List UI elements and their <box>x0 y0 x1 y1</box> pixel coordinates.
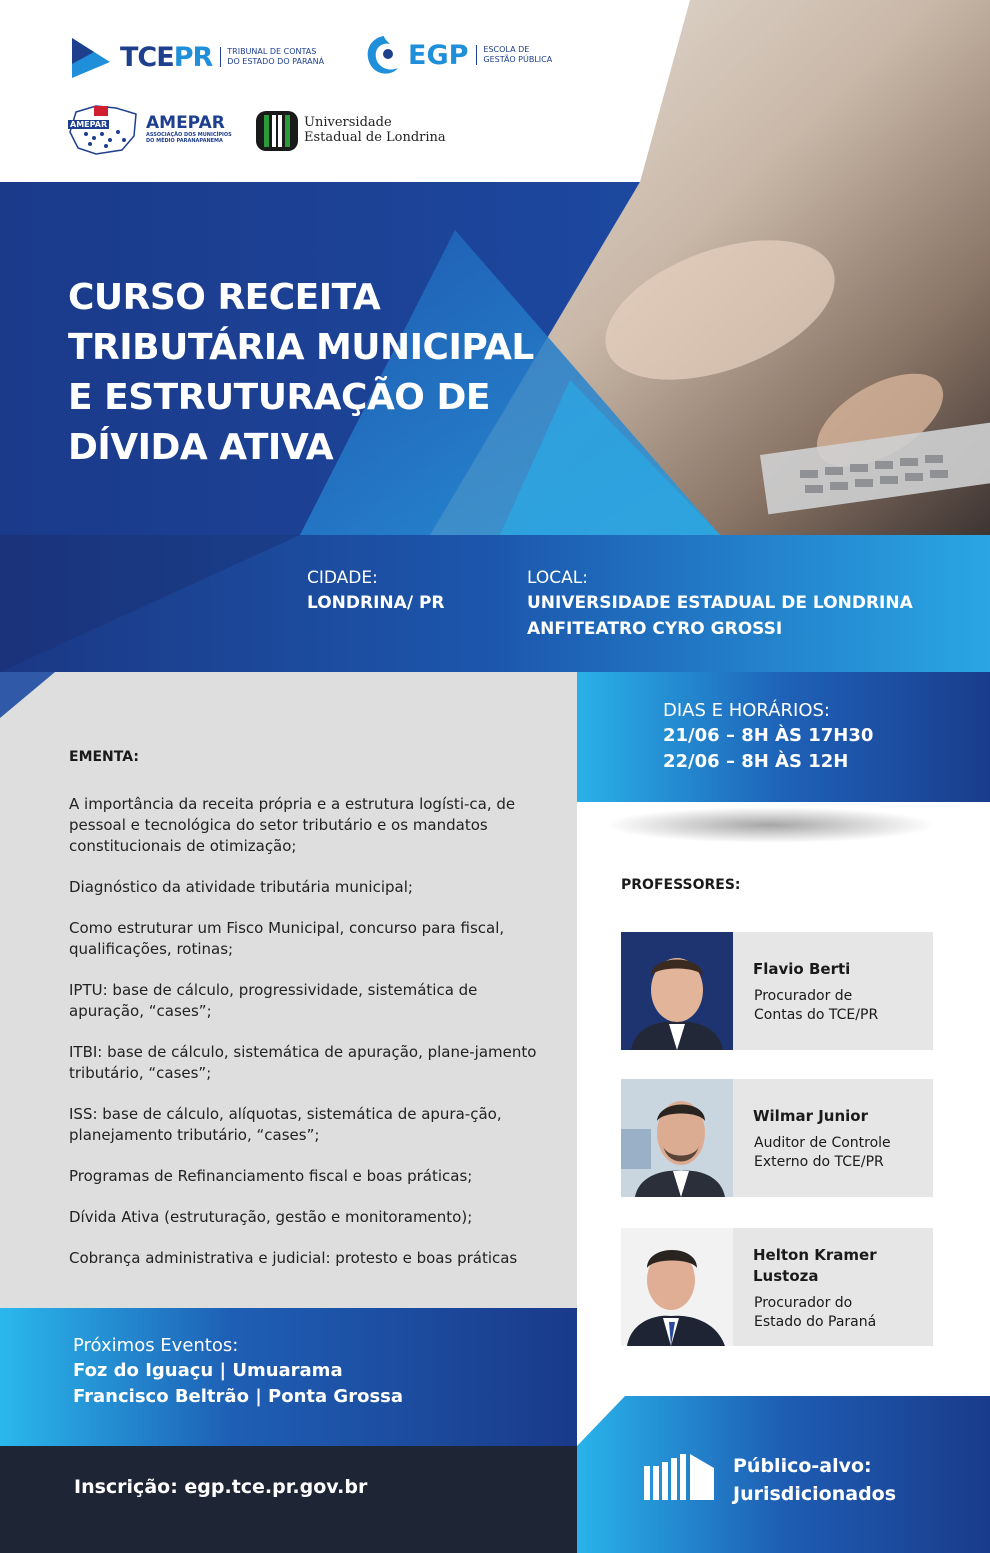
uel-name: Universidade Estadual de Londrina <box>304 115 446 145</box>
list-item: A importância da receita própria e a estrutura logísti-ca, de pessoal e tecnológica do setor tributário e os mandatos constitucionais de otimização; <box>69 795 516 855</box>
list-item: ITBI: base de cálculo, sistemática de apuração, plane-jamento tributário, “cases”; <box>69 1043 537 1082</box>
list-item: Dívida Ativa (estruturação, gestão e monitoramento); <box>69 1208 473 1226</box>
avatar <box>621 1228 733 1346</box>
ementa-list <box>69 794 539 1289</box>
list-item: Cobrança administrativa e judicial: protesto e boas práticas <box>69 1249 518 1267</box>
tce-triangle-icon <box>68 34 112 80</box>
list-item: ISS: base de cálculo, alíquotas, sistemática de apura-ção, planejamento tributário, “cases”; <box>69 1105 502 1144</box>
tce-subtitle: TRIBUNAL DE CONTAS DO ESTADO DO PARANÁ <box>220 47 324 67</box>
list-item: Diagnóstico da atividade tributária municipal; <box>69 878 413 896</box>
uel-emblem-icon <box>256 107 298 153</box>
list-item: Programas de Refinanciamento fiscal e boas práticas; <box>69 1167 473 1185</box>
footer-dark <box>0 1446 577 1553</box>
egp-logo <box>362 32 552 78</box>
target-audience: Público-alvo: Jurisdicionados <box>733 1455 897 1505</box>
professor-card-2: Wilmar Junior Auditor de Controle Externo do TCE/PR <box>621 1079 933 1197</box>
schedule: DIAS E HORÁRIOS: 21/06 – 8H ÀS 17H30 22/06 – 8H ÀS 12H <box>663 700 874 772</box>
tce-name: TCEPR <box>120 41 213 73</box>
avatar <box>621 932 733 1050</box>
amepar-map-icon: AMEPAR <box>66 102 140 156</box>
professor-card-1: Flavio Berti Procurador de Contas do TCE/PR <box>621 932 933 1050</box>
ementa-title: EMENTA: <box>69 749 139 765</box>
local-info: LOCAL: UNIVERSIDADE ESTADUAL DE LONDRINA ANFITEATRO CYRO GROSSI <box>527 568 913 639</box>
egp-name: EGP <box>408 39 469 71</box>
egp-swirl-icon <box>362 32 404 78</box>
registration-link[interactable]: Inscrição: egp.tce.pr.gov.br <box>74 1476 368 1498</box>
amepar-logo <box>66 102 232 156</box>
course-title: CURSO RECEITA TRIBUTÁRIA MUNICIPAL E ESTRUTURAÇÃO DE DÍVIDA ATIVA <box>68 277 534 468</box>
list-item: Como estruturar um Fisco Municipal, concurso para fiscal, qualificações, rotinas; <box>69 919 505 958</box>
egp-subtitle: ESCOLA DE GESTÃO PÚBLICA <box>476 45 552 65</box>
uel-logo <box>256 107 446 153</box>
next-events: Próximos Eventos: Foz do Iguaçu | Umuarama Francisco Beltrão | Ponta Grossa <box>73 1335 404 1407</box>
city-info: CIDADE: LONDRINA/ PR <box>307 568 445 613</box>
tce-logo <box>68 34 324 80</box>
amepar-text: AMEPAR ASSOCIAÇÃO DOS MUNICÍPIOS DO MÉDIO PARANAPANEMA <box>146 113 232 144</box>
professor-card-3: Helton Kramer Lustoza Procurador do Estado do Paraná <box>621 1228 933 1346</box>
professors-title: PROFESSORES: <box>621 877 741 893</box>
list-item: IPTU: base de cálculo, progressividade, sistemática de apuração, “cases”; <box>69 981 478 1020</box>
avatar <box>621 1079 733 1197</box>
building-icon <box>642 1452 718 1504</box>
